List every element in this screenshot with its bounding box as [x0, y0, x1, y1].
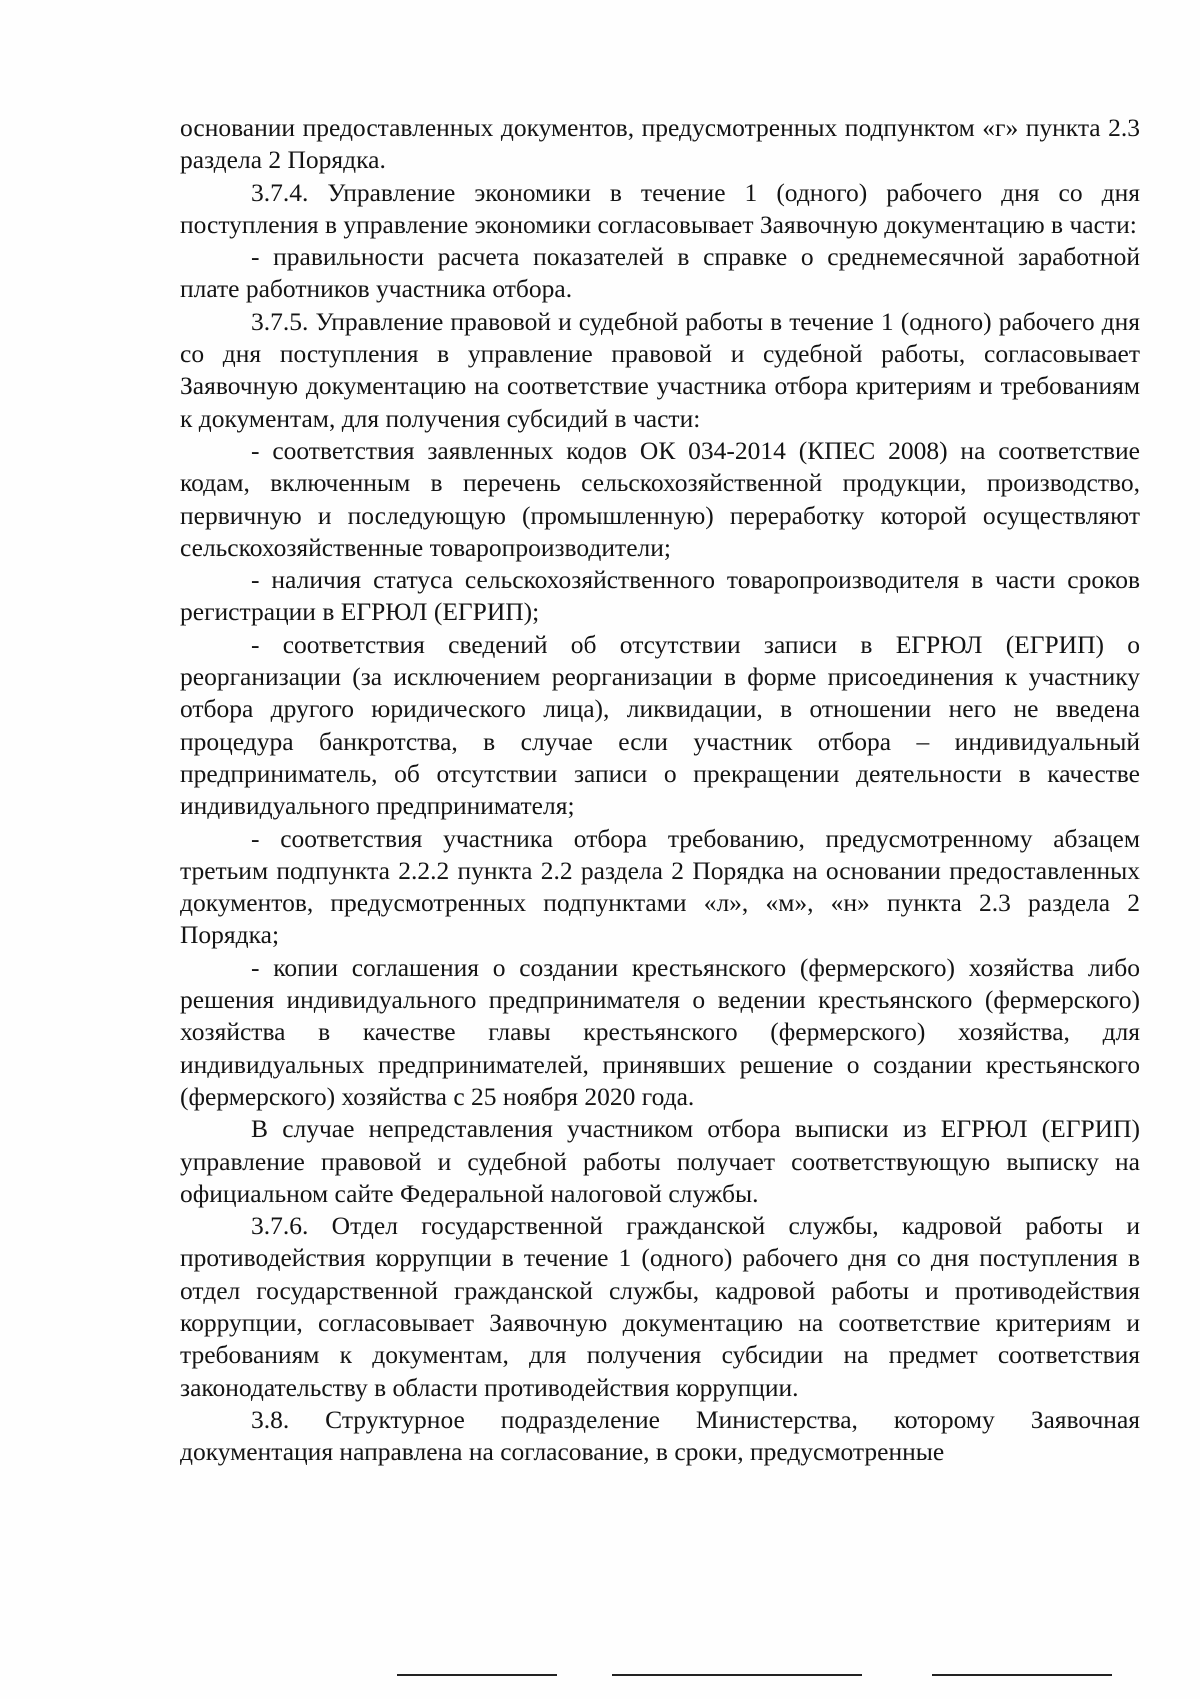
- paragraph-3-7-5: 3.7.5. Управление правовой и судебной работы в течение 1 (одного) рабочего дня со дня поступления в управление правовой и судебной работы, согласовывает Заявочную документацию на соответствие участника отбора критериям и требованиям к документам, для получения субсидий в части:: [180, 306, 1140, 433]
- list-item-egrul-records: - соответствия сведений об отсутствии записи в ЕГРЮЛ (ЕГРИП) о реорганизации (за исключением реорганизации в форме присоединения к участнику отбора другого юридического лица), ликвидации, в отношении него не введена процедура банкротства, в случае если участник отбора – индивидуальный предприниматель, об отсутствии записи о прекращении деятельности в качестве индивидуального предпринимателя;: [180, 629, 1140, 821]
- list-item-requirement-compliance: - соответствия участника отбора требованию, предусмотренному абзацем третьим подпункта 2.2.2 пункта 2.2 раздела 2 Порядка на основании предоставленных документов, предусмотренных подпунктами «л», «м», «н» пункта 2.3 раздела 2 Порядка;: [180, 823, 1140, 950]
- list-item-farm-agreement: - копии соглашения о создании крестьянского (фермерского) хозяйства либо решения индивидуального предпринимателя о ведении крестьянского (фермерского) хозяйства в качестве главы крестьянского (фермерского) хозяйства, для индивидуальных предпринимателей, принявших решение о создании крестьянского (фермерского) хозяйства с 25 ноября 2020 года.: [180, 952, 1140, 1111]
- footer-rule: [932, 1674, 1112, 1676]
- paragraph-3-8: 3.8. Структурное подразделение Министерства, которому Заявочная документация направлена на согласование, в сроки, предусмотренные: [180, 1404, 1140, 1467]
- paragraph-egrul-extract: В случае непредставления участником отбора выписки из ЕГРЮЛ (ЕГРИП) управление правовой и судебной работы получает соответствующую выписку на официальном сайте Федеральной налоговой службы.: [180, 1114, 1140, 1208]
- list-item-ok-codes: - соответствия заявленных кодов ОК 034-2014 (КПЕС 2008) на соответствие кодам, включенным в перечень сельскохозяйственной продукции, производство, первичную и последующую (промышленную) переработку которой осуществляют сельскохозяйственные товаропроизводители;: [180, 435, 1140, 562]
- paragraph-3-7-4: 3.7.4. Управление экономики в течение 1 (одного) рабочего дня со дня поступления в управление экономики согласовывает Заявочную документацию в части:: [180, 177, 1140, 239]
- footer-rule: [612, 1674, 862, 1676]
- list-item-producer-status: - наличия статуса сельскохозяйственного товаропроизводителя в части сроков регистрации в ЕГРЮЛ (ЕГРИП);: [180, 565, 1140, 627]
- paragraph-3-7-6: 3.7.6. Отдел государственной гражданской службы, кадровой работы и противодействия коррупции в течение 1 (одного) рабочего дня со дня поступления в отдел государственной гражданской службы, кадровой работы и противодействия коррупции, согласовывает Заявочную документацию на соответствие критериям и требованиям к документам, для получения субсидии на предмет соответствия законодательству в области противодействия коррупции.: [180, 1211, 1140, 1402]
- footer-rule: [397, 1674, 557, 1676]
- paragraph-continuation: основании предоставленных документов, предусмотренных подпунктом «г» пункта 2.3 раздела 2 Порядка.: [180, 113, 1140, 175]
- list-item-salary-check: - правильности расчета показателей в справке о среднемесячной заработной плате работников участника отбора.: [180, 242, 1140, 304]
- document-body: [180, 112, 1140, 1468]
